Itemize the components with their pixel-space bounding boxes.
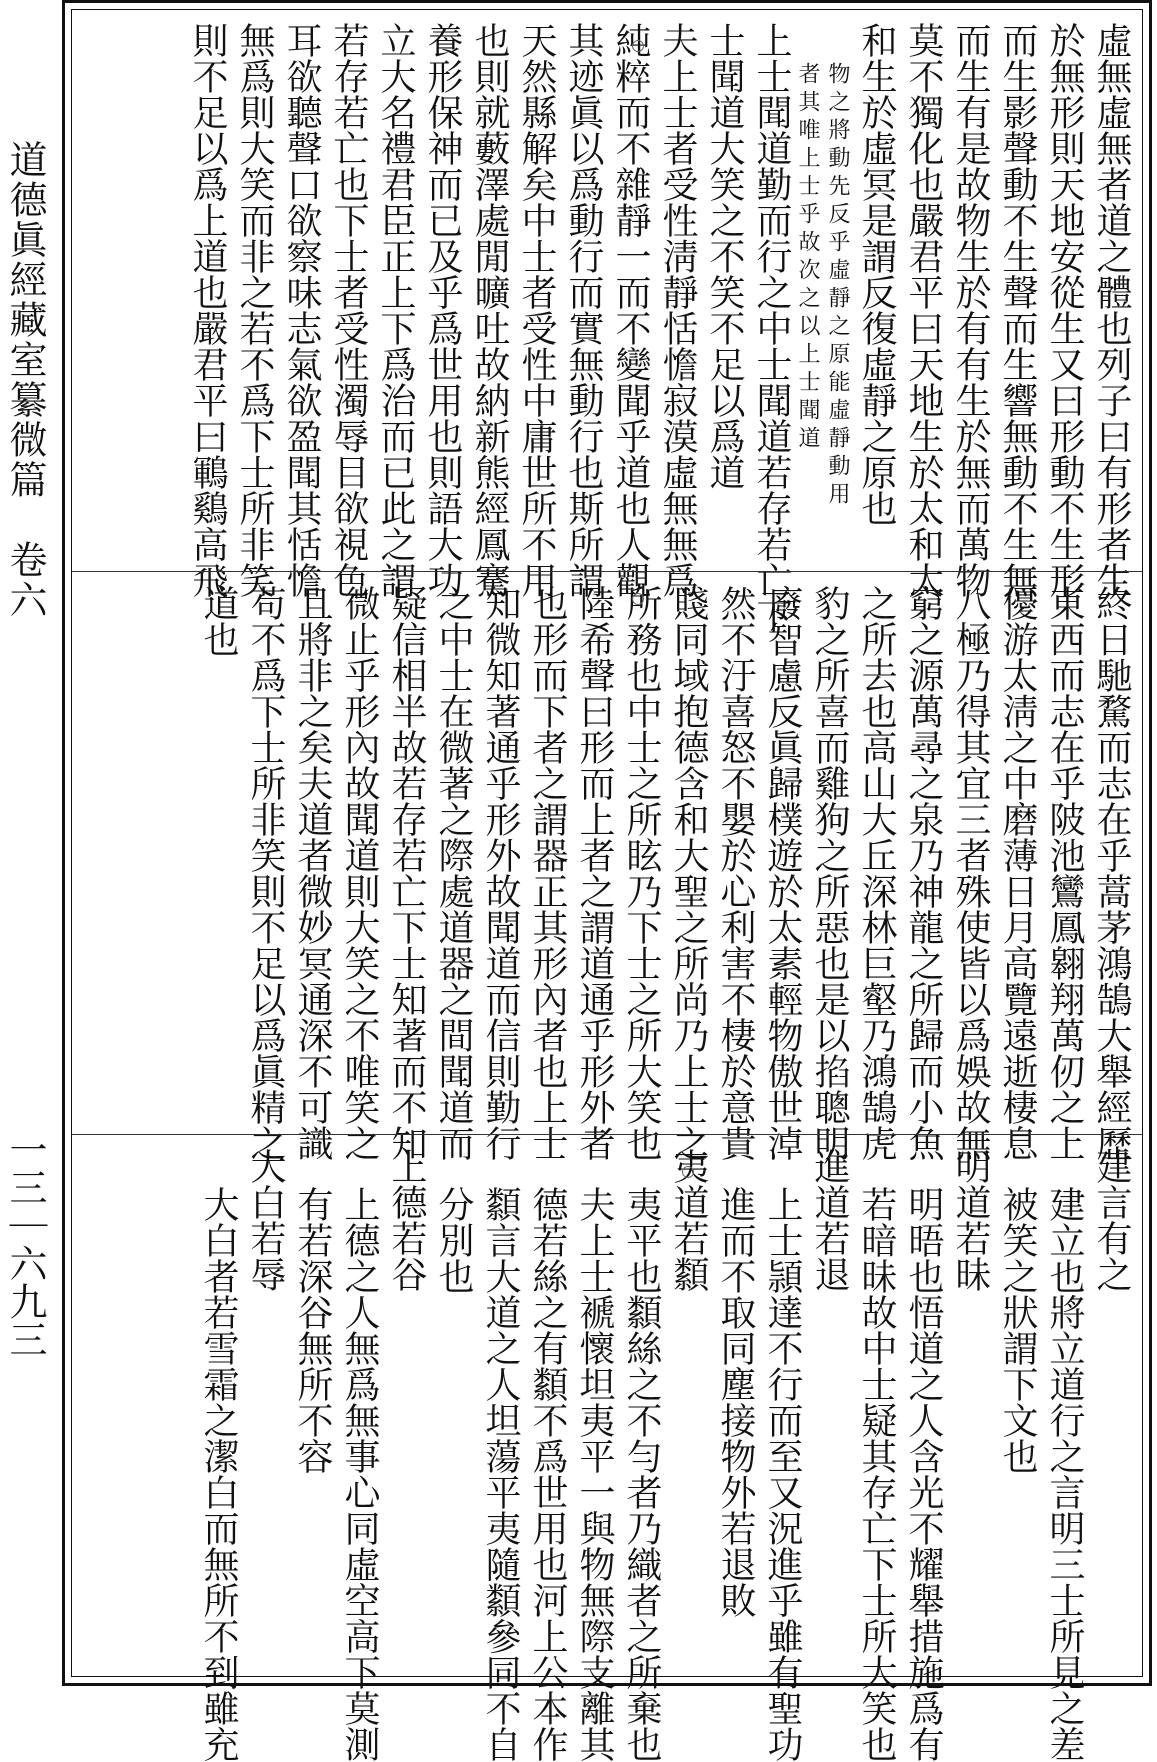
text-column: 分別也 xyxy=(433,1186,474,1294)
text-column: 大白者若雪霜之潔白而無所不到雖充 xyxy=(198,1186,239,1762)
text-column: 東西而志在乎陂池鸞鳳翱翔萬仞之上 xyxy=(1044,585,1085,1161)
text-column: 窮之源萬尋之泉乃神龍之所歸而小魚 xyxy=(903,585,944,1161)
text-column: 明晤也悟道之人含光不耀舉措施爲有 xyxy=(903,1186,944,1762)
text-column: 道也 xyxy=(198,585,239,657)
text-column: 建立也將立道行之言明三士所見之差 xyxy=(1044,1186,1085,1762)
text-column: 若存若亡也下士者受性濁辱目欲視色 xyxy=(328,22,369,598)
margin-page-number: 一三｜六九三 xyxy=(3,1130,47,1358)
text-column: 之所去也高山大丘深林巨壑乃鴻鵠虎 xyxy=(856,585,897,1161)
text-column: 賤同域抱德含和大聖之所尚乃上士之 xyxy=(668,585,709,1161)
text-column: 德若絲之有纇不爲世用也河上公本作 xyxy=(527,1186,568,1762)
text-column: 其迹眞以爲動行而實無動行也斯所謂 xyxy=(563,22,604,598)
note-column: 物之將動先反乎虛靜之原能虛靜動用 xyxy=(825,62,850,510)
text-panel-3 xyxy=(72,1136,1142,1762)
text-column: 夷道若纇 xyxy=(668,1148,709,1292)
text-column: 知微知著通乎形外故聞道而信則勤行 xyxy=(480,585,521,1161)
text-column: 八極乃得其宜三者殊使皆以爲娛故無 xyxy=(950,585,991,1161)
text-column: 苟不爲下士所非笑則不足以爲眞精之 xyxy=(245,585,286,1161)
text-column: 被笑之狀謂下文也 xyxy=(997,1186,1038,1474)
text-column: 於無形則天地安從生又曰形動不生形 xyxy=(1044,22,1085,598)
note-column: 者其唯上士乎故次之以上士聞道 xyxy=(795,62,820,454)
text-column: 純粹而不雜靜一而不變聞乎道也人觀 xyxy=(610,22,651,598)
circle-mark xyxy=(632,593,644,605)
text-column: 士聞道大笑之不笑不足以爲道 xyxy=(704,22,745,490)
text-column: 養形保神而已及乎爲世用也則語大功 xyxy=(422,22,463,598)
text-column: 耳欲聽聲口欲察味志氣欲盈聞其恬憺 xyxy=(281,22,322,598)
panel-1-columns xyxy=(132,22,1132,634)
text-panel-1 xyxy=(72,10,1142,634)
text-column: 立大名禮君臣正上下爲治而已此之謂 xyxy=(375,22,416,598)
text-column: 夫上士者受性淸靜恬憺寂漠虛無無爲 xyxy=(657,22,698,598)
text-column: 纇言大道之人坦蕩平夷隨纇參同不自 xyxy=(480,1186,521,1762)
panel-2-columns xyxy=(132,585,1132,1161)
panel-divider xyxy=(72,1134,1142,1135)
text-column: 上士聞道勤而行之中士聞道若存若亡下 xyxy=(751,22,792,634)
text-column: 疑信相半故若存若亡下士知著而不知 xyxy=(386,585,427,1161)
text-column: 廢智慮反眞歸樸遊於太素輕物傲世淖 xyxy=(762,585,803,1161)
text-column: 豹之所喜而雞狗之所惡也是以掐聰明 xyxy=(809,585,850,1161)
text-column: 夫上士褫懷坦夷平一與物無際支離其 xyxy=(574,1186,615,1762)
panel-3-columns xyxy=(132,1148,1132,1762)
margin-book-title: 道德眞經藏室纂微篇 卷六 xyxy=(3,140,47,620)
text-column: 有若深谷無所不容 xyxy=(292,1186,333,1474)
text-panel-2 xyxy=(72,573,1142,1161)
text-column: 上德之人無爲無事心同虛空高下莫測 xyxy=(339,1186,380,1762)
circle-mark xyxy=(632,40,644,52)
text-column: 無爲則大笑而非之若不爲下士所非笑 xyxy=(234,22,275,598)
text-column: 而生有是故物生於有有生於無而萬物 xyxy=(950,22,991,598)
text-column: 上士頴達不行而至又況進乎雖有聖功 xyxy=(762,1186,803,1762)
text-column: 且將非之矣夫道者微妙冥通深不可識 xyxy=(292,585,333,1161)
text-column: 建言有之 xyxy=(1091,1148,1132,1292)
page-frame xyxy=(62,0,1152,1762)
text-column: 虛無虛無者道之體也列子曰有形者生 xyxy=(1091,22,1132,598)
text-column: 和生於虛冥是謂反復虛靜之原也 xyxy=(856,22,897,526)
text-column: 夷平也纇絲之不勻者乃織者之所棄也 xyxy=(621,1186,662,1762)
text-column: 而生影聲動不生聲而生響無動不生無 xyxy=(997,22,1038,598)
text-column: 若暗昧故中士疑其存亡下士所大笑也 xyxy=(856,1186,897,1762)
text-column: 進而不取同塵接物外若退敗 xyxy=(715,1186,756,1618)
text-column: 優游太淸之中磨薄日月高覽遠逝棲息 xyxy=(997,585,1038,1161)
text-column: 也則就藪澤處閒曠吐故納新熊經鳳騫 xyxy=(469,22,510,598)
text-column: 進道若退 xyxy=(809,1148,850,1292)
panel-divider xyxy=(72,571,1142,572)
annotation-note xyxy=(795,22,850,560)
text-column: 上德若谷 xyxy=(386,1148,427,1292)
text-column: 大白若辱 xyxy=(245,1148,286,1292)
text-column: 莫不獨化也嚴君平曰天地生於太和太 xyxy=(903,22,944,598)
text-column: 之中士在微著之際處道器之間聞道而 xyxy=(433,585,474,1161)
page-frame-inner xyxy=(71,9,1143,1762)
text-column: 然不汙喜怒不嬰於心利害不棲於意貴 xyxy=(715,585,756,1161)
text-column: 陸希聲曰形而上者之謂道通乎形外者 xyxy=(574,585,615,1161)
text-column: 也形而下者之謂器正其形內者也上士 xyxy=(527,585,568,1161)
text-column: 則不足以爲上道也嚴君平曰鶤鷄高飛 xyxy=(187,22,228,598)
text-column: 終日馳騖而志在乎蒿茅鴻鵠大舉經歷 xyxy=(1091,585,1132,1161)
circle-mark xyxy=(682,1166,694,1178)
text-column: 所務也中士之所眩乃下士之所大笑也 xyxy=(621,585,662,1161)
text-column: 天然縣解矣中士者受性中庸世所不用 xyxy=(516,22,557,598)
text-column: 明道若昧 xyxy=(950,1148,991,1292)
text-column: 微止乎形內故聞道則大笑之不唯笑之 xyxy=(339,585,380,1161)
